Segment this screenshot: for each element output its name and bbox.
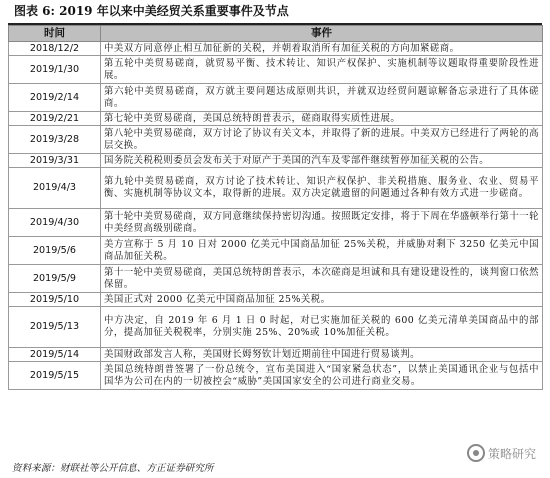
row-date: 2019/2/14: [9, 84, 101, 112]
row-date: 2019/4/30: [9, 209, 101, 237]
table-row: [9, 154, 543, 168]
table-row: [9, 265, 543, 293]
table-row: [9, 293, 543, 307]
row-date: 2019/1/30: [9, 56, 101, 84]
row-event: 第五轮中美贸易磋商，就贸易平衡、技术转让、知识产权保护、实施机制等议题取得重要阶段性进展。: [101, 56, 543, 84]
table-row: [9, 237, 543, 265]
watermark-text: 策略研究: [487, 446, 536, 461]
header-date: 时间: [9, 26, 101, 42]
watermark-logo-icon: [467, 444, 485, 462]
row-event: 第七轮中美贸易磋商，美国总统特朗普表示，磋商取得实质性进展。: [101, 112, 543, 126]
row-event: 第十轮中美贸易磋商，双方同意继续保持密切沟通。按照既定安排，将于下周在华盛顿举行第十一轮中美经贸高级别磋商。: [101, 209, 543, 237]
row-event: 美方宣称于 5 月 10 日对 2000 亿美元中国商品加征 25%关税，并威胁对剩下 3250 亿美元中国商品加征关税。: [101, 237, 543, 265]
row-date: 2019/5/13: [9, 307, 101, 348]
figure-title: 图表 6: 2019 年以来中美经贸关系重要事件及节点: [14, 4, 289, 18]
watermark: [467, 444, 536, 462]
row-date: 2019/3/28: [9, 126, 101, 154]
header-event: 事件: [101, 26, 543, 42]
table-row: [9, 112, 543, 126]
row-event: 美国正式对 2000 亿美元中国商品加征 25%关税。: [101, 293, 543, 307]
row-event: 第八轮中美贸易磋商，双方讨论了协议有关文本，并取得了新的进展。中美双方已经进行了两轮的高层交换。: [101, 126, 543, 154]
row-date: 2019/3/31: [9, 154, 101, 168]
table-row: [9, 348, 543, 362]
row-event: 第六轮中美贸易磋商，双方就主要问题达成原则共识，并就双边经贸问题谅解备忘录进行了具体磋商。: [101, 84, 543, 112]
row-event: 中方决定，自 2019 年 6 月 1 日 0 时起，对已实施加征关税的 600 亿美元清单美国商品中的部分，提高加征关税税率，分别实施 25%、20%或 10%加征关税。: [101, 307, 543, 348]
row-date: 2019/2/21: [9, 112, 101, 126]
row-date: 2019/5/6: [9, 237, 101, 265]
source-note: 资料来源：财联社等公开信息、方正证券研究所: [12, 463, 214, 474]
row-date: 2018/12/2: [9, 42, 101, 56]
row-event: 第十一轮中美贸易磋商，美国总统特朗普表示，本次磋商是坦诚和具有建设建设性的，谈判窗口依然保留。: [101, 265, 543, 293]
table-row: [9, 307, 543, 348]
events-table: [8, 25, 543, 390]
table-row: [9, 209, 543, 237]
table-header-row: [9, 26, 543, 42]
row-event: 第九轮中美贸易磋商，双方讨论了技术转让、知识产权保护、非关税措施、服务业、农业、贸易平衡、实施机制等协议文本，取得新的进展。双方决定就遗留的问题通过各种有效方式进一步磋商。: [101, 168, 543, 209]
table-row: [9, 362, 543, 390]
row-date: 2019/5/15: [9, 362, 101, 390]
table-row: [9, 56, 543, 84]
table-row: [9, 42, 543, 56]
row-event: 美国总统特朗普签署了一份总统令，宣布美国进入“国家紧急状态”，以禁止美国通讯企业与包括中国华为公司在内的一切被控会“威胁”美国国家安全的公司进行商业交易。: [101, 362, 543, 390]
table-row: [9, 126, 543, 154]
row-event: 中美双方同意停止相互加征新的关税，并朝着取消所有加征关税的方向加紧磋商。: [101, 42, 543, 56]
row-date: 2019/5/10: [9, 293, 101, 307]
table-row: [9, 84, 543, 112]
table-row: [9, 168, 543, 209]
row-event: 美国财政部发言人称，美国财长姆努钦计划近期前往中国进行贸易谈判。: [101, 348, 543, 362]
row-date: 2019/5/9: [9, 265, 101, 293]
row-event: 国务院关税税则委员会发布关于对原产于美国的汽车及零部件继续暂停加征关税的公告。: [101, 154, 543, 168]
row-date: 2019/5/14: [9, 348, 101, 362]
row-date: 2019/4/3: [9, 168, 101, 209]
